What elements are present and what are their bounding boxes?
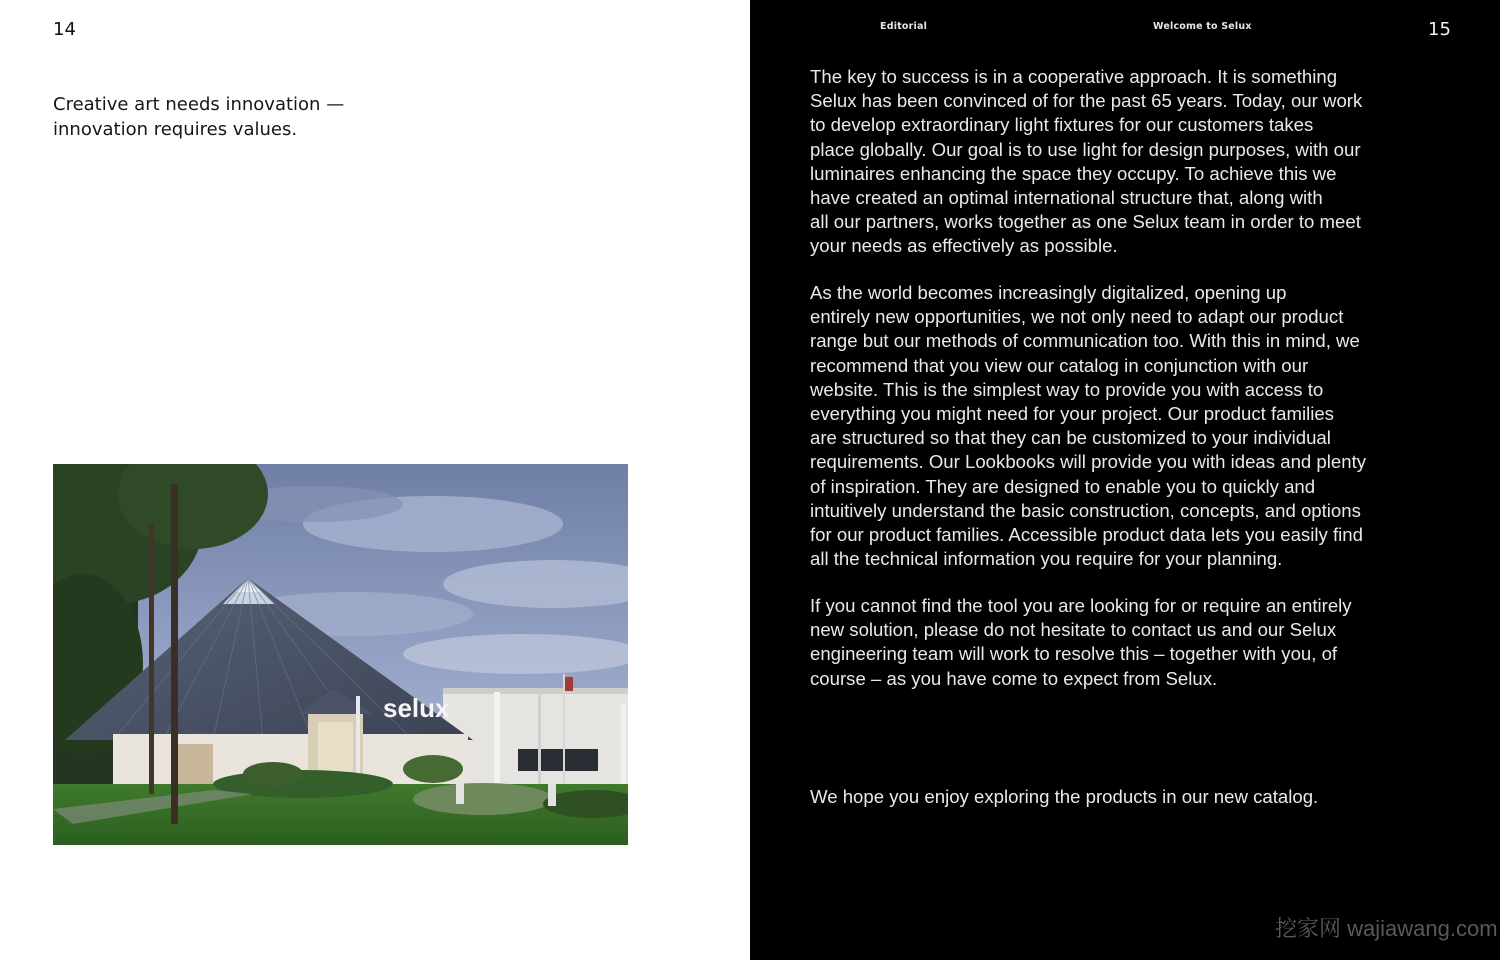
building-photo xyxy=(53,464,628,845)
right-page xyxy=(750,0,1500,960)
text-line: As the world becomes increasingly digitalized, opening up xyxy=(810,282,1287,303)
text-line: all our partners, works together as one Selux team in order to meet xyxy=(810,211,1361,233)
text-line: have created an optimal international structure that, along with xyxy=(810,187,1323,209)
text-line: The key to success is in a cooperative approach. It is something xyxy=(810,66,1338,87)
quote-line: Creative art needs innovation — xyxy=(53,94,345,115)
text-line: to develop extraordinary light fixtures for our customers takes xyxy=(810,114,1314,136)
text-line: course – as you have come to expect from Selux. xyxy=(810,667,1218,689)
text-line: Selux has been convinced of for the past 65 years. Today, our work xyxy=(810,90,1363,112)
text-line: your needs as effectively as possible. xyxy=(810,235,1118,257)
text-line: recommend that you view our catalog in conjunction with our xyxy=(810,354,1309,376)
closing-line: We hope you enjoy exploring the products in our new catalog. xyxy=(810,786,1319,807)
text-line: all the technical information you require for your planning. xyxy=(810,548,1283,570)
quote-line: innovation requires values. xyxy=(53,118,298,140)
text-line: everything you might need for your project. Our product families xyxy=(810,403,1334,425)
page-header-title: Welcome to Selux xyxy=(1153,21,1252,32)
pull-quote xyxy=(53,93,473,142)
watermark: 挖家网 wajiawang.com xyxy=(1275,916,1498,941)
text-line: for our product families. Accessible product data lets you easily find xyxy=(810,524,1363,546)
text-line: of inspiration. They are designed to enable you to quickly and xyxy=(810,475,1316,497)
paragraph-1 xyxy=(810,65,1440,259)
text-line: luminaires enhancing the space they occupy. To achieve this we xyxy=(810,162,1337,184)
paragraph-3 xyxy=(810,594,1440,691)
text-line: place globally. Our goal is to use light for design purposes, with our xyxy=(810,138,1361,160)
text-line: intuitively understand the basic construction, concepts, and options xyxy=(810,499,1361,521)
building-sign-text: selux xyxy=(383,693,450,723)
section-header: Editorial xyxy=(880,21,928,32)
text-line: new solution, please do not hesitate to contact us and our Selux xyxy=(810,619,1337,641)
page-number-right: 15 xyxy=(1428,19,1451,40)
text-line: requirements. Our Lookbooks will provide you with ideas and plenty xyxy=(810,451,1367,473)
text-line: entirely new opportunities, we not only need to adapt our product xyxy=(810,306,1344,328)
text-line: range but our methods of communication too. With this in mind, we xyxy=(810,330,1360,352)
text-line: engineering team will work to resolve this – together with you, of xyxy=(810,643,1338,665)
paragraph-2 xyxy=(810,281,1440,571)
text-line: website. This is the simplest way to provide you with access to xyxy=(810,378,1324,400)
text-line: are structured so that they can be customized to your individual xyxy=(810,427,1331,449)
text-line: If you cannot find the tool you are looking for or require an entirely xyxy=(810,595,1352,616)
page-number-left: 14 xyxy=(53,19,76,40)
